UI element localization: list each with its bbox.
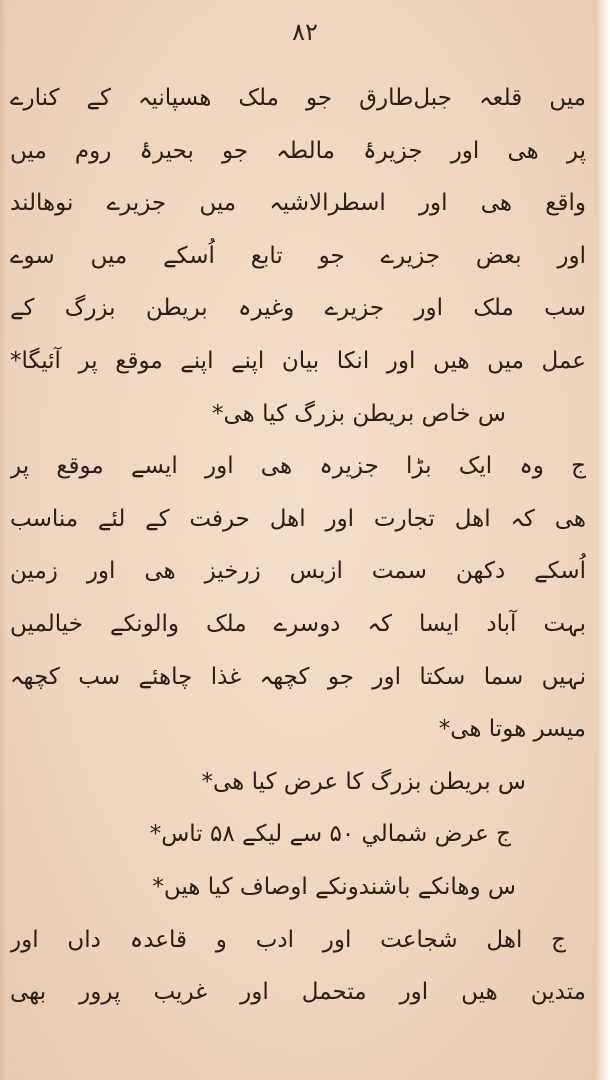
answer-line: ج اهل شجاعت اور ادب و قاعدہ داں اور bbox=[10, 926, 566, 953]
text-line: نہیں سما سکتا اور جو کچھہ غذا چاهئے سب کچھہ bbox=[10, 663, 586, 690]
text-line: عمل میں هیں اور انکا بیان اپنے اپنے موقع پر آئیگا* bbox=[10, 347, 586, 374]
answer-line: ج عرض شمالي ۵۰ سے لیکے ۵۸ تاس* bbox=[149, 821, 511, 848]
question-line: س خاص بریطن بزرگ کیا هی* bbox=[211, 400, 506, 427]
text-line: بہت آباد ایسا کہ دوسرے ملک والونکے خیالمیں bbox=[10, 610, 586, 637]
text-line: میسر هوتا هی* bbox=[438, 716, 586, 743]
page-left-shadow bbox=[0, 0, 6, 1080]
answer-line: ج وہ ایک بڑا جزیرہ هی اور ایسے موقع پر bbox=[10, 453, 586, 480]
text-line: متدین هیں اور متحمل اور غریب پرور بهی bbox=[10, 979, 586, 1006]
question-line: س بریطن بزرگ کا عرض کیا هی* bbox=[201, 768, 526, 795]
text-line: اور بعض جزیرے جو تابع اُسکے میں سوے bbox=[10, 242, 586, 269]
body-text bbox=[10, 72, 586, 1019]
page-number: ۸۲ bbox=[292, 18, 318, 46]
text-line: اُسکے دکھن سمت ازبس زرخیز هی اور زمین bbox=[10, 558, 586, 585]
text-line: پر هی اور جزیرۂ مالطہ جو بحیرۂ روم میں bbox=[10, 137, 586, 164]
text-line: واقع هی اور اسطرالاشیہ میں جزیرے نوهالند bbox=[10, 190, 586, 217]
page-right-edge bbox=[596, 0, 610, 1080]
text-line: سب ملک اور جزیرے وغیرہ بریطن بزرگ کے bbox=[10, 295, 586, 322]
question-line: س وهانکے باشندونکے اوصاف کیا هیں* bbox=[152, 873, 516, 900]
text-line: میں قلعہ جبل‌طارق جو ملک هسپانیہ کے کنارے bbox=[10, 85, 586, 111]
text-line: هی کہ اهل تجارت اور اهل حرفت کے لئے مناسب bbox=[10, 505, 586, 532]
